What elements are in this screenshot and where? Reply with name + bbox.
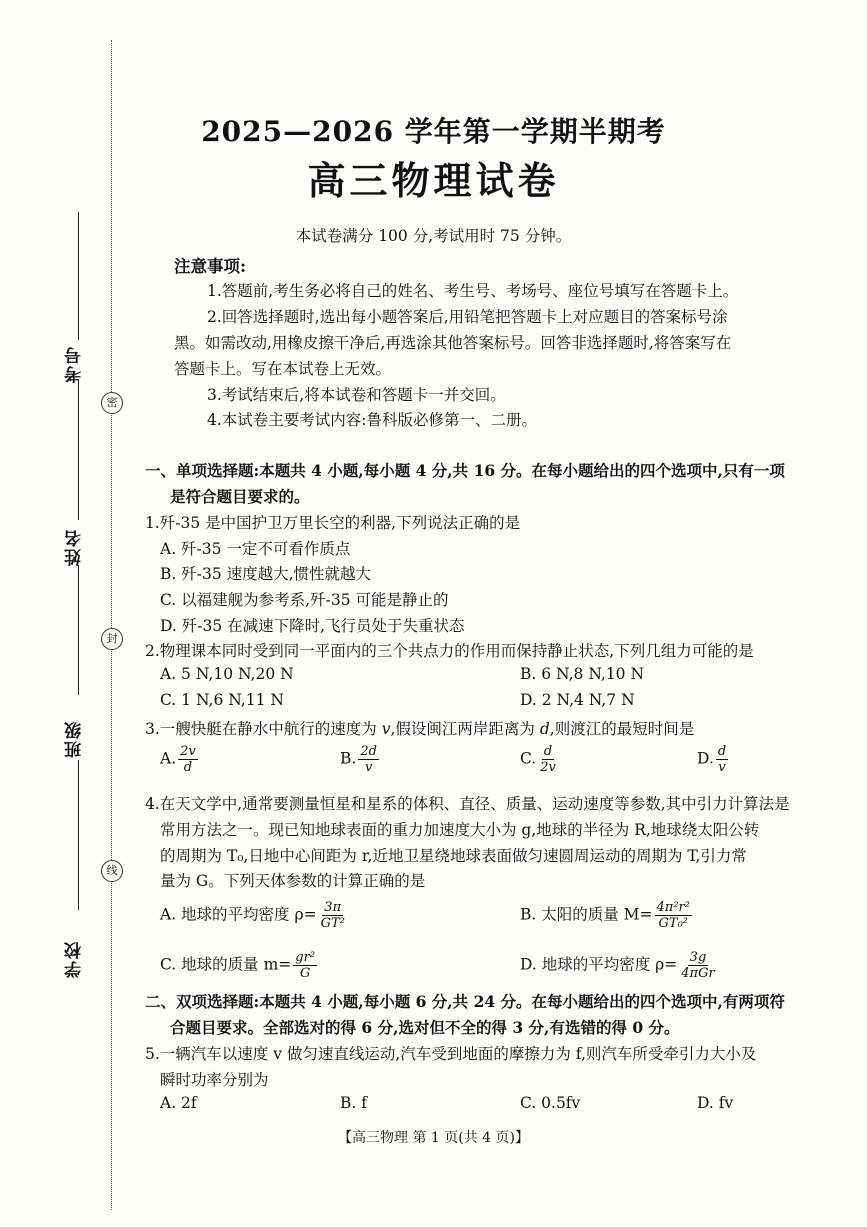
q1-stem: 1.歼-35 是中国护卫万里长空的利器,下列说法正确的是 — [145, 514, 521, 532]
fraction-numerator: 4π²r² — [656, 900, 690, 915]
q4-option-a-fraction — [319, 900, 347, 931]
fraction-numerator: 3π — [324, 900, 342, 915]
q2-option-a: A. 5 N,10 N,20 N — [160, 665, 294, 683]
q4-option-d-text: D. 地球的平均密度 ρ= — [520, 955, 678, 974]
q4-option-a — [160, 900, 349, 931]
q4-option-b-text: B. 太阳的质量 M= — [520, 905, 653, 924]
q3-option-c-label: C. — [520, 749, 537, 768]
seal-feng: 封 — [101, 628, 123, 650]
q4-option-c — [160, 950, 319, 981]
q5-stem-line-1: 5.一辆汽车以速度 v 做匀速直线运动,汽车受到地面的摩擦力为 f,则汽车所受牵引力大小及 — [145, 1045, 757, 1063]
binding-dotted-line — [111, 40, 112, 1210]
notice-line-5: 3.考试结束后,将本试卷和答题卡一并交回。 — [207, 386, 506, 404]
fraction-denominator: GT₀² — [658, 916, 688, 931]
notice-line-3: 黑。如需改动,用橡皮擦干净后,再选涂其他答案标号。回答非选择题时,将答案写在 — [174, 334, 732, 352]
q4-option-c-text: C. 地球的质量 m= — [160, 955, 292, 974]
fraction-denominator: G — [299, 966, 311, 981]
label-class: 班级 — [65, 720, 85, 758]
q5-option-b: B. f — [340, 1094, 367, 1112]
notice-line-2: 2.回答选择题时,选出每小题答案后,用铅笔把答题卡上对应题目的答案标号涂 — [207, 308, 728, 326]
q2-option-d: D. 2 N,4 N,7 N — [520, 691, 635, 709]
q3-option-a — [160, 744, 200, 775]
section2-heading-cont: 合题目要求。全部选对的得 6 分,选对但不全的得 3 分,有选错的得 0 分。 — [170, 1018, 680, 1037]
fraction-numerator: d — [717, 744, 727, 759]
q4-option-d — [520, 950, 719, 981]
q1-option-a: A. 歼-35 一定不可看作质点 — [160, 540, 351, 558]
seal-mi: 密 — [101, 392, 123, 414]
seal-xian: 线 — [101, 860, 123, 882]
subject-title: 高三物理试卷 — [307, 159, 560, 203]
section1-heading-cont: 是符合题目要求的。 — [170, 487, 310, 506]
q4-option-a-text: A. 地球的平均密度 ρ= — [160, 905, 317, 924]
q1-option-d: D. 歼-35 在减速下降时,飞行员处于失重状态 — [160, 617, 465, 635]
q4-stem-line-1: 4.在天文学中,通常要测量恒星和星系的体积、直径、质量、运动速度等参数,其中引力计算法是 — [145, 795, 790, 813]
q3-var-d: d — [539, 720, 550, 738]
q3-stem-part-2: ,假设闽江两岸距离为 — [390, 720, 540, 738]
label-school: 学校 — [65, 940, 85, 978]
fraction-numerator: 3g — [689, 950, 707, 965]
q2-stem: 2.物理课本同时受到同一平面内的三个共点力的作用而保持静止状态,下列几组力可能的是 — [145, 642, 754, 660]
page-footer: 【高三物理 第 1 页(共 4 页)】 — [338, 1130, 529, 1146]
fill-line-name — [78, 565, 79, 695]
q5-option-d: D. fv — [697, 1094, 734, 1112]
q3-option-d — [697, 744, 730, 775]
notice-line-4: 答题卡上。写在本试卷上无效。 — [174, 360, 392, 378]
fraction-numerator: d — [543, 744, 553, 759]
q4-stem-line-2: 常用方法之一。现已知地球表面的重力加速度大小为 g,地球的半径为 R,地球绕太阳公转 — [160, 821, 760, 839]
q5-option-c: C. 0.5fv — [520, 1094, 581, 1112]
q4-option-c-fraction — [293, 950, 317, 981]
q5-option-a: A. 2f — [160, 1094, 197, 1112]
section1-heading: 一、单项选择题:本题共 4 小题,每小题 4 分,共 16 分。在每小题给出的四个选项中,只有一项 — [145, 461, 785, 480]
section2-heading: 二、双项选择题:本题共 4 小题,每小题 6 分,共 24 分。在每小题给出的四个选项中,有两项符 — [145, 992, 785, 1011]
q3-option-b-label: B. — [340, 749, 357, 768]
q3-option-b-fraction — [358, 744, 379, 775]
label-exam-number: 考号 — [65, 345, 85, 383]
q3-option-c — [520, 744, 560, 775]
fill-line-class — [78, 760, 79, 910]
fraction-denominator: d — [183, 760, 193, 775]
q1-option-b: B. 歼-35 速度越大,惯性就越大 — [160, 565, 372, 583]
q2-option-b: B. 6 N,8 N,10 N — [520, 665, 645, 683]
notice-line-1: 1.答题前,考生务必将自己的姓名、考生号、考场号、座位号填写在答题卡上。 — [207, 282, 739, 300]
fraction-denominator: 4πGr — [681, 966, 715, 981]
fraction-numerator: 2d — [360, 744, 377, 759]
q3-option-d-fraction — [716, 744, 728, 775]
q3-option-a-label: A. — [160, 749, 177, 768]
fraction-numerator: gr² — [295, 950, 316, 965]
q3-stem-part-1: 3.一艘快艇在静水中航行的速度为 — [145, 720, 382, 738]
q3-stem-part-3: ,则渡江的最短时间是 — [549, 720, 695, 738]
q5-stem-line-2: 瞬时功率分别为 — [160, 1071, 269, 1089]
fill-line-exam-number-2 — [78, 380, 79, 520]
fraction-numerator: 2v — [180, 744, 196, 759]
q4-option-b-fraction — [655, 900, 692, 931]
notice-line-6: 4.本试卷主要考试内容:鲁科版必修第一、二册。 — [207, 411, 538, 429]
fraction-denominator: GT² — [320, 916, 345, 931]
q2-option-c: C. 1 N,6 N,11 N — [160, 691, 284, 709]
exam-info: 本试卷满分 100 分,考试用时 75 分钟。 — [295, 227, 572, 245]
fraction-denominator: v — [364, 760, 373, 775]
q3-option-c-fraction — [538, 744, 558, 775]
fraction-denominator: 2v — [540, 760, 556, 775]
label-name: 姓名 — [65, 528, 85, 566]
notice-heading: 注意事项: — [174, 257, 247, 276]
q4-option-d-fraction — [679, 950, 716, 981]
q1-option-c: C. 以福建舰为参考系,歼-35 可能是静止的 — [160, 591, 449, 609]
exam-title: 2025—2026 学年第一学期半期考 — [201, 115, 666, 148]
q4-stem-line-4: 量为 G。下列天体参数的计算正确的是 — [160, 872, 426, 890]
q3-option-d-label: D. — [697, 749, 714, 768]
q3-option-a-fraction — [178, 744, 198, 775]
fraction-denominator: v — [718, 760, 726, 775]
q4-option-b — [520, 900, 694, 931]
q3-option-b — [340, 744, 381, 775]
q4-stem-line-3: 的周期为 T₀,日地中心间距为 r,近地卫星绕地球表面做匀速圆周运动的周期为 T,引力常 — [160, 847, 747, 865]
q3-var-v: v — [381, 720, 391, 738]
q3-stem — [145, 717, 694, 739]
